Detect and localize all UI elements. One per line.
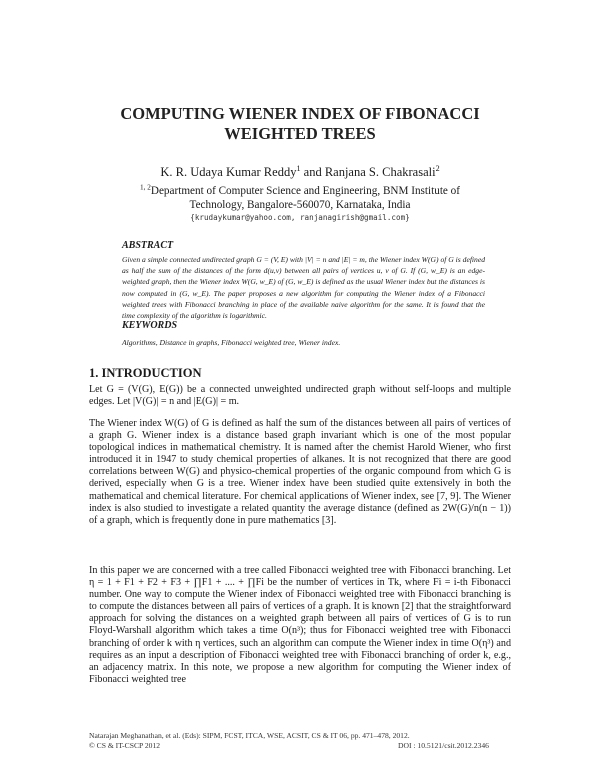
paper-title-line-1: COMPUTING WIENER INDEX OF FIBONACCI — [120, 104, 480, 123]
affiliation-mark: 1, 2 — [139, 183, 151, 192]
intro-heading: 1. INTRODUCTION — [89, 366, 202, 380]
author-emails: {krudaykumar@yahoo.com, ranjanagirish@gmail.com} — [190, 213, 410, 222]
affiliation-line-2: Technology, Bangalore-560070, Karnataka, India — [189, 199, 411, 211]
author-2: Ranjana S. Chakrasali — [324, 165, 436, 179]
author-1: K. R. Udaya Kumar Reddy — [160, 165, 297, 179]
footer-citation: Natarajan Meghanathan, et al. (Eds): SIPM, FCST, ITCA, WSE, ACSIT, CS & IT 06, pp. 471–478, 2012. — [89, 731, 410, 740]
author-list — [60, 165, 540, 180]
intro-paragraph-3: In this paper we are concerned with a tree called Fibonacci weighted tree with Fibonacci branching. Let η = 1 + F1 + F2 + F3 + ∏F1 + .... + ∏Fi be the number of vertices in Tk, where Fi = i-th Fibonacci number. One way to compute the Wiener index of Fibonacci weighted tree with Fibonacci branching is to compute the distances between all pairs of vertices of a graph. It is known [2] that the straightforward approach for solving the distances on a weighted graph between all pairs of vertices of G is to run Floyd-Warshall algorithm which takes a time O(n³); thus for Fibonacci weighted tree with Fibonacci branching of order k with η vertices, such an algorithm can compute the Wiener index in time O(η³) and requires as an input a description of Fibonacci weighted tree with Fibonacci branching of order k, e.g., an adjacency matrix. In this note, we propose a new algorithm for computing the Wiener index of Fibonacci weighted tree — [89, 565, 511, 685]
author-1-mark: 1 — [296, 163, 301, 173]
keywords-text: Algorithms, Distance in graphs, Fibonacci weighted tree, Wiener index. — [122, 338, 341, 347]
intro-paragraph-2: The Wiener index W(G) of G is defined as half the sum of the distances between all pairs of vertices of a graph G. Wiener index is a distance based graph invariant which is one of the most popular topological indices in mathematical chemistry. It is named after the chemist Harold Wiener, who first introduced it in 1947 to study chemical properties of alkanes. It is not recognized that there are good correlations between W(G) and physico-chemical properties of the organic compound from which G is derived, especially when G is a tree. Wiener index have been studied quite extensively in both the mathematical and chemical literature. For chemical applications of Wiener index, see [7, 9]. The Wiener index is also studied to investigate a related quantity the average distance (defined as 2W(G)/n(n − 1)) of a graph, which is frequently done in pure mathematics [3]. — [89, 418, 511, 526]
paper-title-line-2: WEIGHTED TREES — [224, 124, 376, 143]
abstract-text: Given a simple connected undirected graph G = (V, E) with |V| = n and |E| = m, the Wiener index W(G) of G is defined as half the sum of the distances of the form d(u,v) between all pairs of vertices u, v of G. If (G, w_E) is an edge-weighted graph, then the Wiener index W(G, w_E) of (G, w_E) is defined as the usual Wiener index but the distances is now computed in (G, w_E). The paper proposes a new algorithm for computing the Wiener index of a Fibonacci weighted trees with Fibonacci branching in place of the available naive algorithm for the same. It is found that the time complexity of the algorithm is logarithmic. — [122, 255, 485, 321]
affiliation-line-1 — [60, 184, 540, 198]
affiliation-dept: Department of Computer Science and Engineering, BNM Institute of — [150, 185, 461, 197]
footer-doi: DOI : 10.5121/csit.2012.2346 — [398, 741, 489, 750]
keywords-heading: KEYWORDS — [122, 320, 178, 331]
abstract-heading: ABSTRACT — [122, 240, 174, 251]
footer-copyright: © CS & IT-CSCP 2012 — [89, 741, 161, 750]
author-2-mark: 2 — [435, 163, 440, 173]
author-conjunction: and — [300, 165, 325, 179]
intro-paragraph-1: Let G = (V(G), E(G)) be a connected unweighted undirected graph without self-loops and multiple edges. Let |V(G)| = n and |E(G)| = m. — [89, 384, 511, 408]
